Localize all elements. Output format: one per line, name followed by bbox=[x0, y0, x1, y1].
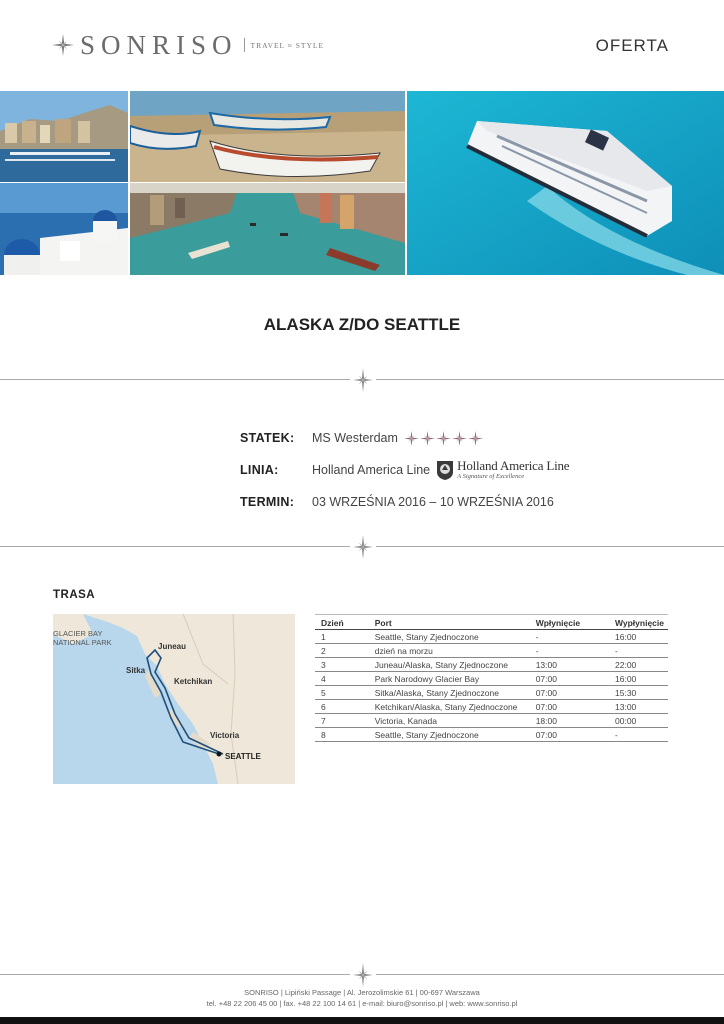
photo-venice-canal bbox=[130, 183, 405, 275]
col-depart: Wypłynięcie bbox=[609, 615, 668, 630]
map-label-glacier-1: GLACIER BAY bbox=[53, 629, 103, 638]
ship-value: MS Westerdam bbox=[312, 431, 398, 445]
cell-day: 2 bbox=[315, 644, 369, 658]
page-title: ALASKA Z/DO SEATTLE bbox=[263, 315, 461, 334]
star-icon bbox=[404, 431, 419, 446]
term-label: TERMIN: bbox=[240, 495, 295, 509]
shield-crest-icon bbox=[436, 460, 454, 480]
logo-name: Holland America Line bbox=[457, 458, 570, 474]
cell-arrive: 13:00 bbox=[530, 658, 609, 672]
logo-divider bbox=[244, 38, 245, 52]
cell-day: 7 bbox=[315, 714, 369, 728]
photo-fishing-boats bbox=[130, 91, 405, 182]
cell-day: 3 bbox=[315, 658, 369, 672]
cell-port: Park Narodowy Glacier Bay bbox=[369, 672, 530, 686]
cell-depart: 22:00 bbox=[609, 658, 668, 672]
map-label-juneau: Juneau bbox=[158, 642, 187, 651]
cell-day: 1 bbox=[315, 630, 369, 644]
photo-collage bbox=[0, 91, 724, 275]
cell-day: 4 bbox=[315, 672, 369, 686]
holland-america-logo bbox=[436, 459, 569, 481]
cell-depart: - bbox=[609, 728, 668, 742]
map-label-seattle: SEATTLE bbox=[225, 752, 261, 761]
cell-arrive: - bbox=[530, 644, 609, 658]
section-divider bbox=[0, 535, 724, 559]
map-label-glacier-2: NATIONAL PARK bbox=[53, 638, 112, 647]
cell-arrive: - bbox=[530, 630, 609, 644]
logo-slogan: A Signature of Excellence bbox=[457, 473, 525, 481]
map-label-sitka: Sitka bbox=[126, 666, 146, 675]
line-value: Holland America Line bbox=[312, 463, 431, 477]
footer-address: SONRISO | Lipiński Passage | Al. Jerozolimskie 61 | 00-697 Warszawa bbox=[244, 988, 480, 997]
term-row bbox=[240, 486, 569, 518]
star-icon bbox=[452, 431, 467, 446]
compass-star-icon bbox=[52, 34, 74, 56]
compass-star-icon bbox=[353, 368, 373, 392]
cell-arrive: 07:00 bbox=[530, 700, 609, 714]
ship-row bbox=[240, 422, 569, 454]
table-row bbox=[315, 644, 668, 658]
cell-port: Ketchikan/Alaska, Stany Zjednoczone bbox=[369, 700, 530, 714]
cell-depart: 00:00 bbox=[609, 714, 668, 728]
col-port: Port bbox=[369, 615, 530, 630]
footer bbox=[0, 987, 724, 1009]
photo-santorini bbox=[0, 183, 128, 275]
line-row bbox=[240, 454, 569, 486]
table-row bbox=[315, 700, 668, 714]
cell-arrive: 18:00 bbox=[530, 714, 609, 728]
photo-coastal-harbor bbox=[0, 91, 128, 182]
table-row bbox=[315, 672, 668, 686]
route-heading: TRASA bbox=[53, 589, 96, 601]
star-icon bbox=[436, 431, 451, 446]
cell-depart: - bbox=[609, 644, 668, 658]
photo-cruise-ship bbox=[407, 91, 724, 275]
section-divider bbox=[0, 368, 724, 392]
cell-port: Seattle, Stany Zjednoczone bbox=[369, 630, 530, 644]
map-label-victoria: Victoria bbox=[210, 731, 240, 740]
cell-port: Juneau/Alaska, Stany Zjednoczone bbox=[369, 658, 530, 672]
cruise-info bbox=[240, 422, 569, 518]
table-row bbox=[315, 630, 668, 644]
table-row bbox=[315, 728, 668, 742]
cell-port: dzień na morzu bbox=[369, 644, 530, 658]
bottom-bar bbox=[0, 1017, 724, 1024]
line-label: LINIA: bbox=[240, 463, 279, 477]
cell-day: 6 bbox=[315, 700, 369, 714]
compass-star-icon bbox=[353, 963, 373, 987]
table-row bbox=[315, 686, 668, 700]
cell-depart: 16:00 bbox=[609, 672, 668, 686]
col-arrive: Wpłynięcie bbox=[530, 615, 609, 630]
brand-name: SONRISO bbox=[80, 29, 238, 60]
table-row bbox=[315, 658, 668, 672]
ship-label: STATEK: bbox=[240, 431, 295, 445]
cell-day: 8 bbox=[315, 728, 369, 742]
cell-arrive: 07:00 bbox=[530, 728, 609, 742]
brand-logo bbox=[52, 30, 324, 60]
table-header-row bbox=[315, 615, 668, 630]
route-map bbox=[53, 614, 295, 784]
cell-port: Victoria, Kanada bbox=[369, 714, 530, 728]
cell-depart: 15:30 bbox=[609, 686, 668, 700]
cell-port: Sitka/Alaska, Stany Zjednoczone bbox=[369, 686, 530, 700]
cell-arrive: 07:00 bbox=[530, 686, 609, 700]
brand-tagline: TRAVEL ≈ STYLE bbox=[250, 40, 325, 50]
cell-day: 5 bbox=[315, 686, 369, 700]
cell-depart: 13:00 bbox=[609, 700, 668, 714]
document-type: OFERTA bbox=[595, 36, 669, 55]
col-day: Dzień bbox=[315, 615, 369, 630]
star-icon bbox=[468, 431, 483, 446]
footer-contact: tel. +48 22 206 45 00 | fax. +48 22 100 14 61 | e-mail: biuro@sonriso.pl | web: www.sonriso.pl bbox=[206, 999, 518, 1008]
cell-arrive: 07:00 bbox=[530, 672, 609, 686]
cell-port: Seattle, Stany Zjednoczone bbox=[369, 728, 530, 742]
cell-depart: 16:00 bbox=[609, 630, 668, 644]
itinerary-table bbox=[315, 614, 668, 742]
footer-divider bbox=[0, 963, 724, 987]
table-row bbox=[315, 714, 668, 728]
star-rating bbox=[404, 431, 484, 446]
term-value: 03 WRZEŚNIA 2016 – 10 WRZEŚNIA 2016 bbox=[312, 495, 554, 509]
map-label-ketchikan: Ketchikan bbox=[174, 677, 213, 686]
compass-star-icon bbox=[353, 535, 373, 559]
star-icon bbox=[420, 431, 435, 446]
